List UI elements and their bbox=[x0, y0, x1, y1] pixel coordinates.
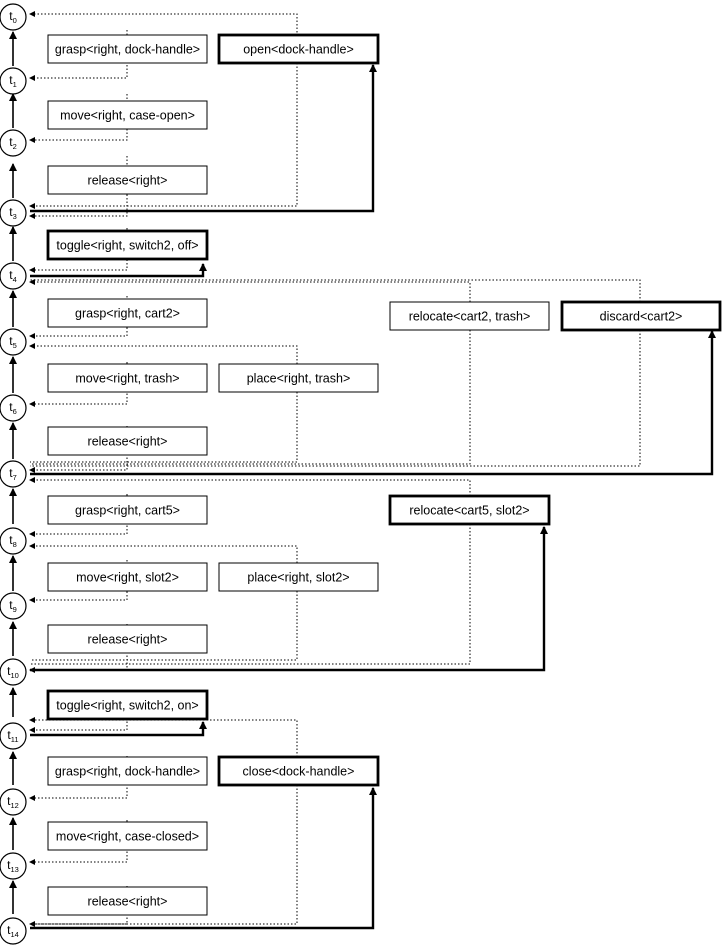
time-node-subscript: 11 bbox=[10, 735, 19, 744]
action-box bbox=[48, 563, 207, 591]
place-actions bbox=[219, 364, 378, 591]
time-node-base: t bbox=[9, 400, 13, 414]
place-span-connector bbox=[30, 346, 297, 364]
relocate-span-connector bbox=[30, 480, 470, 496]
time-node bbox=[0, 528, 26, 554]
time-node-subscript: 6 bbox=[12, 407, 17, 416]
action-label: place<right, slot2> bbox=[247, 570, 350, 585]
action-label: move<right, case-open> bbox=[60, 108, 195, 123]
top-level-actions bbox=[219, 35, 720, 785]
action-label: relocate<cart5, slot2> bbox=[409, 503, 530, 518]
action-label: grasp<right, dock-handle> bbox=[54, 42, 201, 57]
time-node bbox=[0, 130, 26, 156]
action-label: release<right> bbox=[87, 434, 168, 449]
time-node bbox=[0, 263, 26, 289]
action-box bbox=[48, 625, 207, 653]
time-node-subscript: 2 bbox=[12, 142, 17, 151]
action-box bbox=[219, 364, 378, 392]
time-node-subscript: 8 bbox=[12, 540, 17, 549]
action-label: move<right, slot2> bbox=[76, 570, 179, 585]
action-box-bold bbox=[48, 231, 207, 259]
time-node bbox=[0, 723, 26, 749]
time-node bbox=[0, 789, 26, 815]
action-label: release<right> bbox=[87, 632, 168, 647]
action-label: toggle<right, switch2, on> bbox=[56, 698, 199, 713]
time-node bbox=[0, 593, 26, 619]
time-node-base: t bbox=[7, 794, 11, 808]
action-label: move<right, trash> bbox=[75, 371, 180, 386]
action-label: grasp<right, dock-handle> bbox=[54, 764, 201, 779]
action-label: grasp<right, cart2> bbox=[75, 306, 180, 321]
action-box bbox=[48, 364, 207, 392]
time-node bbox=[0, 918, 26, 944]
time-node-base: t bbox=[9, 73, 13, 87]
time-node-subscript: 14 bbox=[10, 930, 19, 939]
dotted-connectors bbox=[30, 14, 640, 924]
action-box bbox=[48, 496, 207, 524]
action-label: close<dock-handle> bbox=[242, 764, 355, 779]
time-node-base: t bbox=[7, 664, 11, 678]
time-node-subscript: 7 bbox=[12, 473, 17, 482]
action-box-bold bbox=[48, 691, 207, 719]
action-box-bold bbox=[219, 35, 378, 63]
action-label: release<right> bbox=[87, 894, 168, 909]
action-label: place<right, trash> bbox=[246, 371, 351, 386]
action-box-bold bbox=[562, 302, 720, 330]
action-box bbox=[48, 822, 207, 850]
action-label: toggle<right, switch2, off> bbox=[56, 238, 199, 253]
action-box bbox=[48, 757, 207, 785]
time-node bbox=[0, 395, 26, 421]
time-node-subscript: 13 bbox=[10, 865, 19, 874]
action-box bbox=[48, 427, 207, 455]
relocate-actions bbox=[390, 302, 549, 330]
time-node-subscript: 9 bbox=[12, 605, 17, 614]
time-node bbox=[0, 461, 26, 487]
time-node bbox=[0, 4, 26, 30]
action-label: release<right> bbox=[87, 173, 168, 188]
time-node-base: t bbox=[9, 533, 13, 547]
time-node-base: t bbox=[9, 135, 13, 149]
time-node bbox=[0, 853, 26, 879]
action-label: relocate<cart2, trash> bbox=[408, 309, 531, 324]
close-span-connector bbox=[30, 720, 297, 757]
action-box bbox=[48, 166, 207, 194]
time-node-base: t bbox=[9, 205, 13, 219]
place-span-connector bbox=[30, 546, 297, 563]
time-node bbox=[0, 659, 26, 685]
time-node-base: t bbox=[9, 334, 13, 348]
time-node bbox=[0, 329, 26, 355]
time-node-base: t bbox=[9, 9, 13, 23]
action-label: open<dock-handle> bbox=[243, 42, 354, 57]
action-box bbox=[48, 299, 207, 327]
time-node-subscript: 4 bbox=[12, 275, 17, 284]
time-node-base: t bbox=[7, 923, 11, 937]
time-node bbox=[0, 68, 26, 94]
action-label: discard<cart2> bbox=[599, 309, 683, 324]
time-node-subscript: 12 bbox=[10, 801, 19, 810]
action-box bbox=[48, 101, 207, 129]
time-node-subscript: 5 bbox=[12, 341, 17, 350]
time-node bbox=[0, 200, 26, 226]
toggle-on-feedback-arrow bbox=[30, 722, 203, 735]
action-box-bold bbox=[219, 757, 378, 785]
time-node-subscript: 3 bbox=[12, 212, 17, 221]
action-label: move<right, case-closed> bbox=[55, 829, 200, 844]
open-span-connector bbox=[30, 14, 297, 36]
time-node-subscript: 0 bbox=[12, 16, 17, 25]
time-node-subscript: 10 bbox=[10, 671, 19, 680]
time-node-base: t bbox=[9, 466, 13, 480]
action-label: grasp<right, cart5> bbox=[75, 503, 180, 518]
action-box-bold bbox=[390, 496, 549, 524]
time-nodes bbox=[0, 4, 26, 944]
time-node-subscript: 1 bbox=[12, 80, 17, 89]
time-node-base: t bbox=[9, 268, 13, 282]
action-box bbox=[48, 35, 207, 63]
action-box bbox=[219, 563, 378, 591]
action-box bbox=[390, 302, 549, 330]
time-node-base: t bbox=[7, 728, 11, 742]
action-box bbox=[48, 887, 207, 915]
time-node-base: t bbox=[7, 858, 11, 872]
time-node-base: t bbox=[9, 598, 13, 612]
